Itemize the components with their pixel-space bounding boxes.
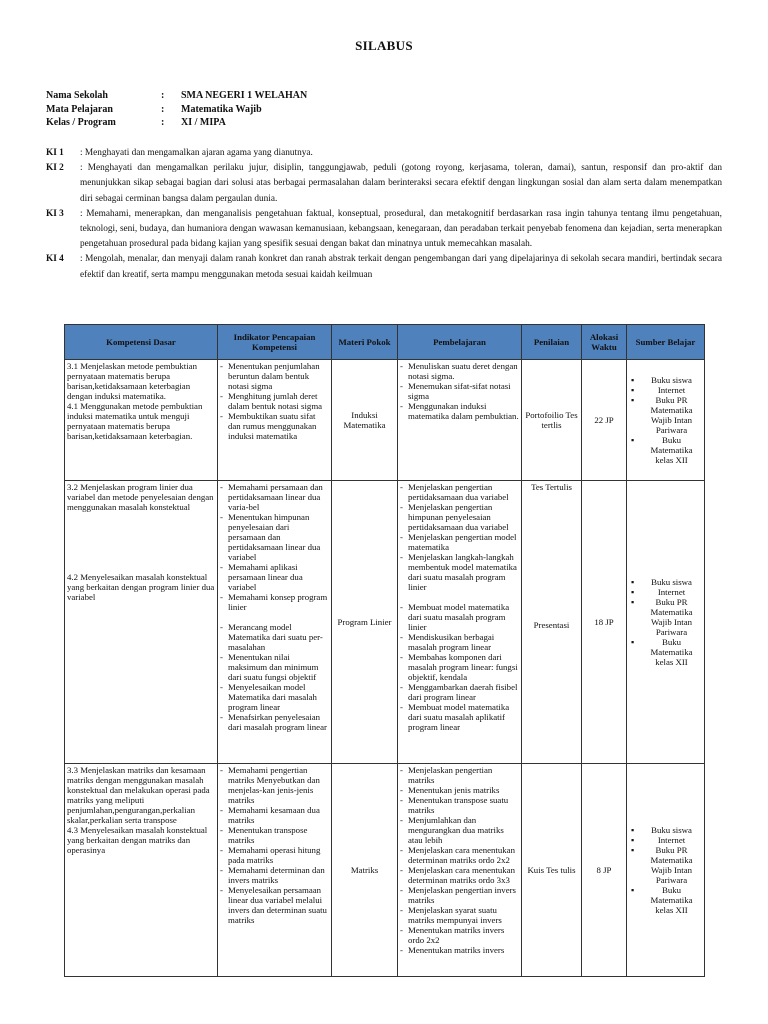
alokasi-cell: 18 JP [582, 481, 627, 764]
kd-text: 3.2 Menjelaskan program linier dua variabel dan metode penyelesaian dengan menggunakan masalah konstektual [67, 482, 214, 512]
list-item: - Menentukan penjumlahan beruntun dalam bentuk notasi sigma [220, 361, 329, 391]
list-item: - Menyelesaikan model Matematika dari masalah program linear [220, 682, 329, 712]
info-row-class [46, 116, 307, 130]
list-item: - Menentukan matriks invers ordo 2x2 [400, 925, 519, 945]
list-item: - Memahami persamaan dan pertidaksamaan linear dua varia-bel [220, 482, 329, 512]
table-row [65, 764, 705, 977]
header-sumber: Sumber Belajar [627, 325, 705, 360]
ki-label: KI 3 [46, 208, 64, 219]
indikator-cell [218, 360, 332, 481]
ki-1 [46, 146, 722, 161]
school-info [46, 89, 307, 130]
list-item: - Membahas komponen dari masalah program linear: fungsi objektif, kendala [400, 652, 519, 682]
ki-text: : Memahami, menerapkan, dan menganalisis pengetahuan faktual, konseptual, prosedural, dan metakognitif berdasarkan rasa ingin tahunya tentang ilmu pengetahuan, teknologi, seni, budaya, dan humaniora dengan wawasan kemanusiaan, kebangsaan, kenegaraan, dan peradaban terkait penyebab fenomena dan kejadian, serta menerapkan pengetahuan prosedural pada bidang kajian yang spesifik sesuai dengan bakat dan minatnya untuk memecahkan masalah. [80, 208, 722, 250]
list-item: - Menjumlahkan dan mengurangkan dua matriks atau lebih [400, 815, 519, 845]
list-item: - Menjelaskan syarat suatu matriks mempunyai invers [400, 905, 519, 925]
info-row-school [46, 89, 307, 103]
kd-text: 4.1 Menggunakan metode pembuktian induksi matematika untuk menguji pernyataan matematis berupa barisan,ketidaksamaan keterbagian. [67, 401, 203, 441]
header-alokasi: Alokasi Waktu [582, 325, 627, 360]
list-item: - Menghitung jumlah deret dalam bentuk notasi sigma [220, 391, 329, 411]
list-item: - Menggambarkan daerah fisibel dari program linear [400, 682, 519, 702]
list-item: ▪ Internet [629, 587, 702, 597]
list-item: - Menjelaskan cara menentukan determinan matriks ordo 3x3 [400, 865, 519, 885]
list-item: ▪ Buku PR Matematika Wajib Intan Pariwara [629, 395, 702, 435]
info-row-subject [46, 103, 307, 117]
sumber-cell [627, 764, 705, 977]
list-item: - Menentukan transpose matriks [220, 825, 329, 845]
info-value: Matematika Wajib [181, 103, 262, 115]
header-penilaian: Penilaian [522, 325, 582, 360]
kd-cell [65, 764, 218, 977]
kd-text: 3.1 Menjelaskan metode pembuktian pernyataan matematis berupa barisan,ketidaksamaan keterbagian dengan induksi matematika. [67, 361, 197, 401]
ki-label: KI 2 [46, 163, 64, 174]
kd-text: 3.3 Menjelaskan matriks dan kesamaan matriks dengan menggunakan masalah konstektual dan melakukan operasi pada matriks yang meliputi penjumlahan,pengurangan,perkalian skalar,perkalian serta transpose [67, 765, 210, 825]
alokasi-cell: 8 JP [582, 764, 627, 977]
header-indikator: Indikator Pencapaian Kompetensi [218, 325, 332, 360]
list-item: - Merancang model Matematika dari suatu per-masalahan [220, 622, 329, 652]
sumber-cell [627, 360, 705, 481]
header-kompetensi-dasar: Kompetensi Dasar [65, 325, 218, 360]
ki-text: : Menghayati dan mengamalkan perilaku jujur, disiplin, tanggungjawab, peduli (gotong royong, kerjasama, toleran, damai), santun, responsif dan pro-aktif dan menunjukkan sikap sebagai bagian dari solusi atas berbagai permasalahan dalam berinteraksi secara efektif dengan lingkungan sosial dan alam serta dalam menempatkan diri sebagai cerminan bangsa dalam pergaulan dunia. [80, 163, 722, 204]
indikator-cell [218, 481, 332, 764]
header-pembelajaran: Pembelajaran [398, 325, 522, 360]
kd-text: 4.2 Menyelesaikan masalah konstektual yang berkaitan dengan program linier dua variabel [67, 572, 215, 602]
info-colon: : [161, 103, 165, 115]
list-item: - Menafsirkan penyelesaian dari masalah program linear [220, 712, 329, 732]
list-item: - Menjelaskan pengertian invers matriks [400, 885, 519, 905]
penilaian-top: Tes Tertulis [531, 482, 572, 492]
indikator-cell [218, 764, 332, 977]
pembelajaran-cell [398, 481, 522, 764]
list-item: - Menjelaskan cara menentukan determinan matriks ordo 2x2 [400, 845, 519, 865]
list-item: - Menentukan transpose suatu matriks [400, 795, 519, 815]
table-row [65, 481, 705, 764]
ki-4 [46, 252, 722, 282]
list-item: - Membuat model matematika dari suatu masalah program linier [400, 602, 519, 632]
list-item: ▪ Buku Matematika kelas XII [629, 637, 702, 667]
list-item: ▪ Internet [629, 835, 702, 845]
list-item: - Menentukan himpunan penyelesaian dari persamaan dan pertidaksamaan linear dua variabel [220, 512, 329, 562]
list-item: ▪ Buku siswa [629, 375, 702, 385]
ki-label: KI 1 [46, 148, 64, 158]
kd-text: 4.3 Menyelesaikan masalah konstektual yang berkaitan dengan matriks dan operasinya [67, 825, 208, 855]
info-key: Kelas / Program [46, 117, 116, 128]
list-item: ▪ Internet [629, 385, 702, 395]
core-competencies [46, 146, 722, 283]
list-item: - Memahami kesamaan dua matriks [220, 805, 329, 825]
list-item: - Menentukan nilai maksimum dan minimum dari suatu fungsi objektif [220, 652, 329, 682]
list-item: - Membuat model matematika dari suatu masalah aplikatif program linear [400, 702, 519, 732]
list-item: - Memahami determinan dan invers matriks [220, 865, 329, 885]
list-item: - Menjelaskan pengertian matriks [400, 765, 519, 785]
penilaian-cell: Portofoilio Tes tertlis [522, 360, 582, 481]
info-value: SMA NEGERI 1 WELAHAN [181, 90, 308, 101]
list-item: ▪ Buku Matematika kelas XII [629, 885, 702, 915]
info-key: Nama Sekolah [46, 90, 108, 101]
list-item: - Menggunakan induksi matematika dalam pembuktian. [400, 401, 519, 421]
list-item: - Menjelaskan langkah-langkah membentuk model matematika dari suatu masalah program linier [400, 552, 519, 592]
ki-2 [46, 161, 722, 207]
list-item: ▪ Buku PR Matematika Wajib Intan Pariwara [629, 597, 702, 637]
list-item: - Menjelaskan pengertian model matematika [400, 532, 519, 552]
ki-3 [46, 207, 722, 253]
list-item: - Membuktikan suatu sifat dan rumus menggunakan induksi matematika [220, 411, 329, 441]
list-item: - Menentukan jenis matriks [400, 785, 519, 795]
penilaian-cell: Kuis Tes tulis [522, 764, 582, 977]
table-header-row [65, 325, 705, 360]
pembelajaran-cell [398, 764, 522, 977]
list-item: - Menjelaskan pengertian himpunan penyelesaian pertidaksamaan dua variabel [400, 502, 519, 532]
list-item: - Menuliskan suatu deret dengan notasi sigma. [400, 361, 519, 381]
list-item: - Mendiskusikan berbagai masalah program linear [400, 632, 519, 652]
ki-text: : Mengolah, menalar, dan menyaji dalam ranah konkret dan ranah abstrak terkait dengan pengembangan dari yang dipelajarinya di sekolah secara mandiri, bertindak secara efektif dan kreatif, serta mampu menggunakan metoda sesuai kaidah keilmuan [80, 254, 722, 280]
alokasi-cell: 22 JP [582, 360, 627, 481]
ki-label: KI 4 [46, 254, 64, 265]
info-colon: : [161, 90, 165, 101]
syllabus-table [64, 324, 705, 977]
list-item: - Menjelaskan pengertian pertidaksamaan dua variabel [400, 482, 519, 502]
materi-cell: Program Linier [332, 481, 398, 764]
list-item: ▪ Buku PR Matematika Wajib Intan Pariwara [629, 845, 702, 885]
list-item: - Menyelesaikan persamaan linear dua variabel melalui invers dan determinan suatu matriks [220, 885, 329, 925]
ki-text: : Menghayati dan mengamalkan ajaran agama yang dianutnya. [80, 148, 313, 158]
info-value: XI / MIPA [181, 117, 226, 128]
penilaian-cell [522, 481, 582, 764]
list-item: - Memahami aplikasi persamaan linear dua variabel [220, 562, 329, 592]
list-item: ▪ Buku siswa [629, 825, 702, 835]
table-row [65, 360, 705, 481]
info-colon: : [161, 117, 165, 128]
list-item: - Memahami konsep program linier [220, 592, 329, 612]
document-title: SILABUS [355, 38, 413, 53]
kd-cell [65, 360, 218, 481]
list-item: - Menemukan sifat-sifat notasi sigma [400, 381, 519, 401]
list-item: ▪ Buku Matematika kelas XII [629, 435, 702, 465]
list-item: ▪ Buku siswa [629, 577, 702, 587]
list-item: - Memahami pengertian matriks Menyebutkan dan menjelas-kan jenis-jenis matriks [220, 765, 329, 805]
list-item: - Menentukan matriks invers [400, 945, 519, 955]
pembelajaran-cell [398, 360, 522, 481]
kd-cell [65, 481, 218, 764]
materi-cell: Matriks [332, 764, 398, 977]
materi-cell: Induksi Matematika [332, 360, 398, 481]
header-materi: Materi Pokok [332, 325, 398, 360]
penilaian-text: Presentasi [533, 620, 570, 630]
spacer [67, 512, 215, 572]
sumber-cell [627, 481, 705, 764]
list-item: - Memahami operasi hitung pada matriks [220, 845, 329, 865]
info-key: Mata Pelajaran [46, 103, 113, 115]
